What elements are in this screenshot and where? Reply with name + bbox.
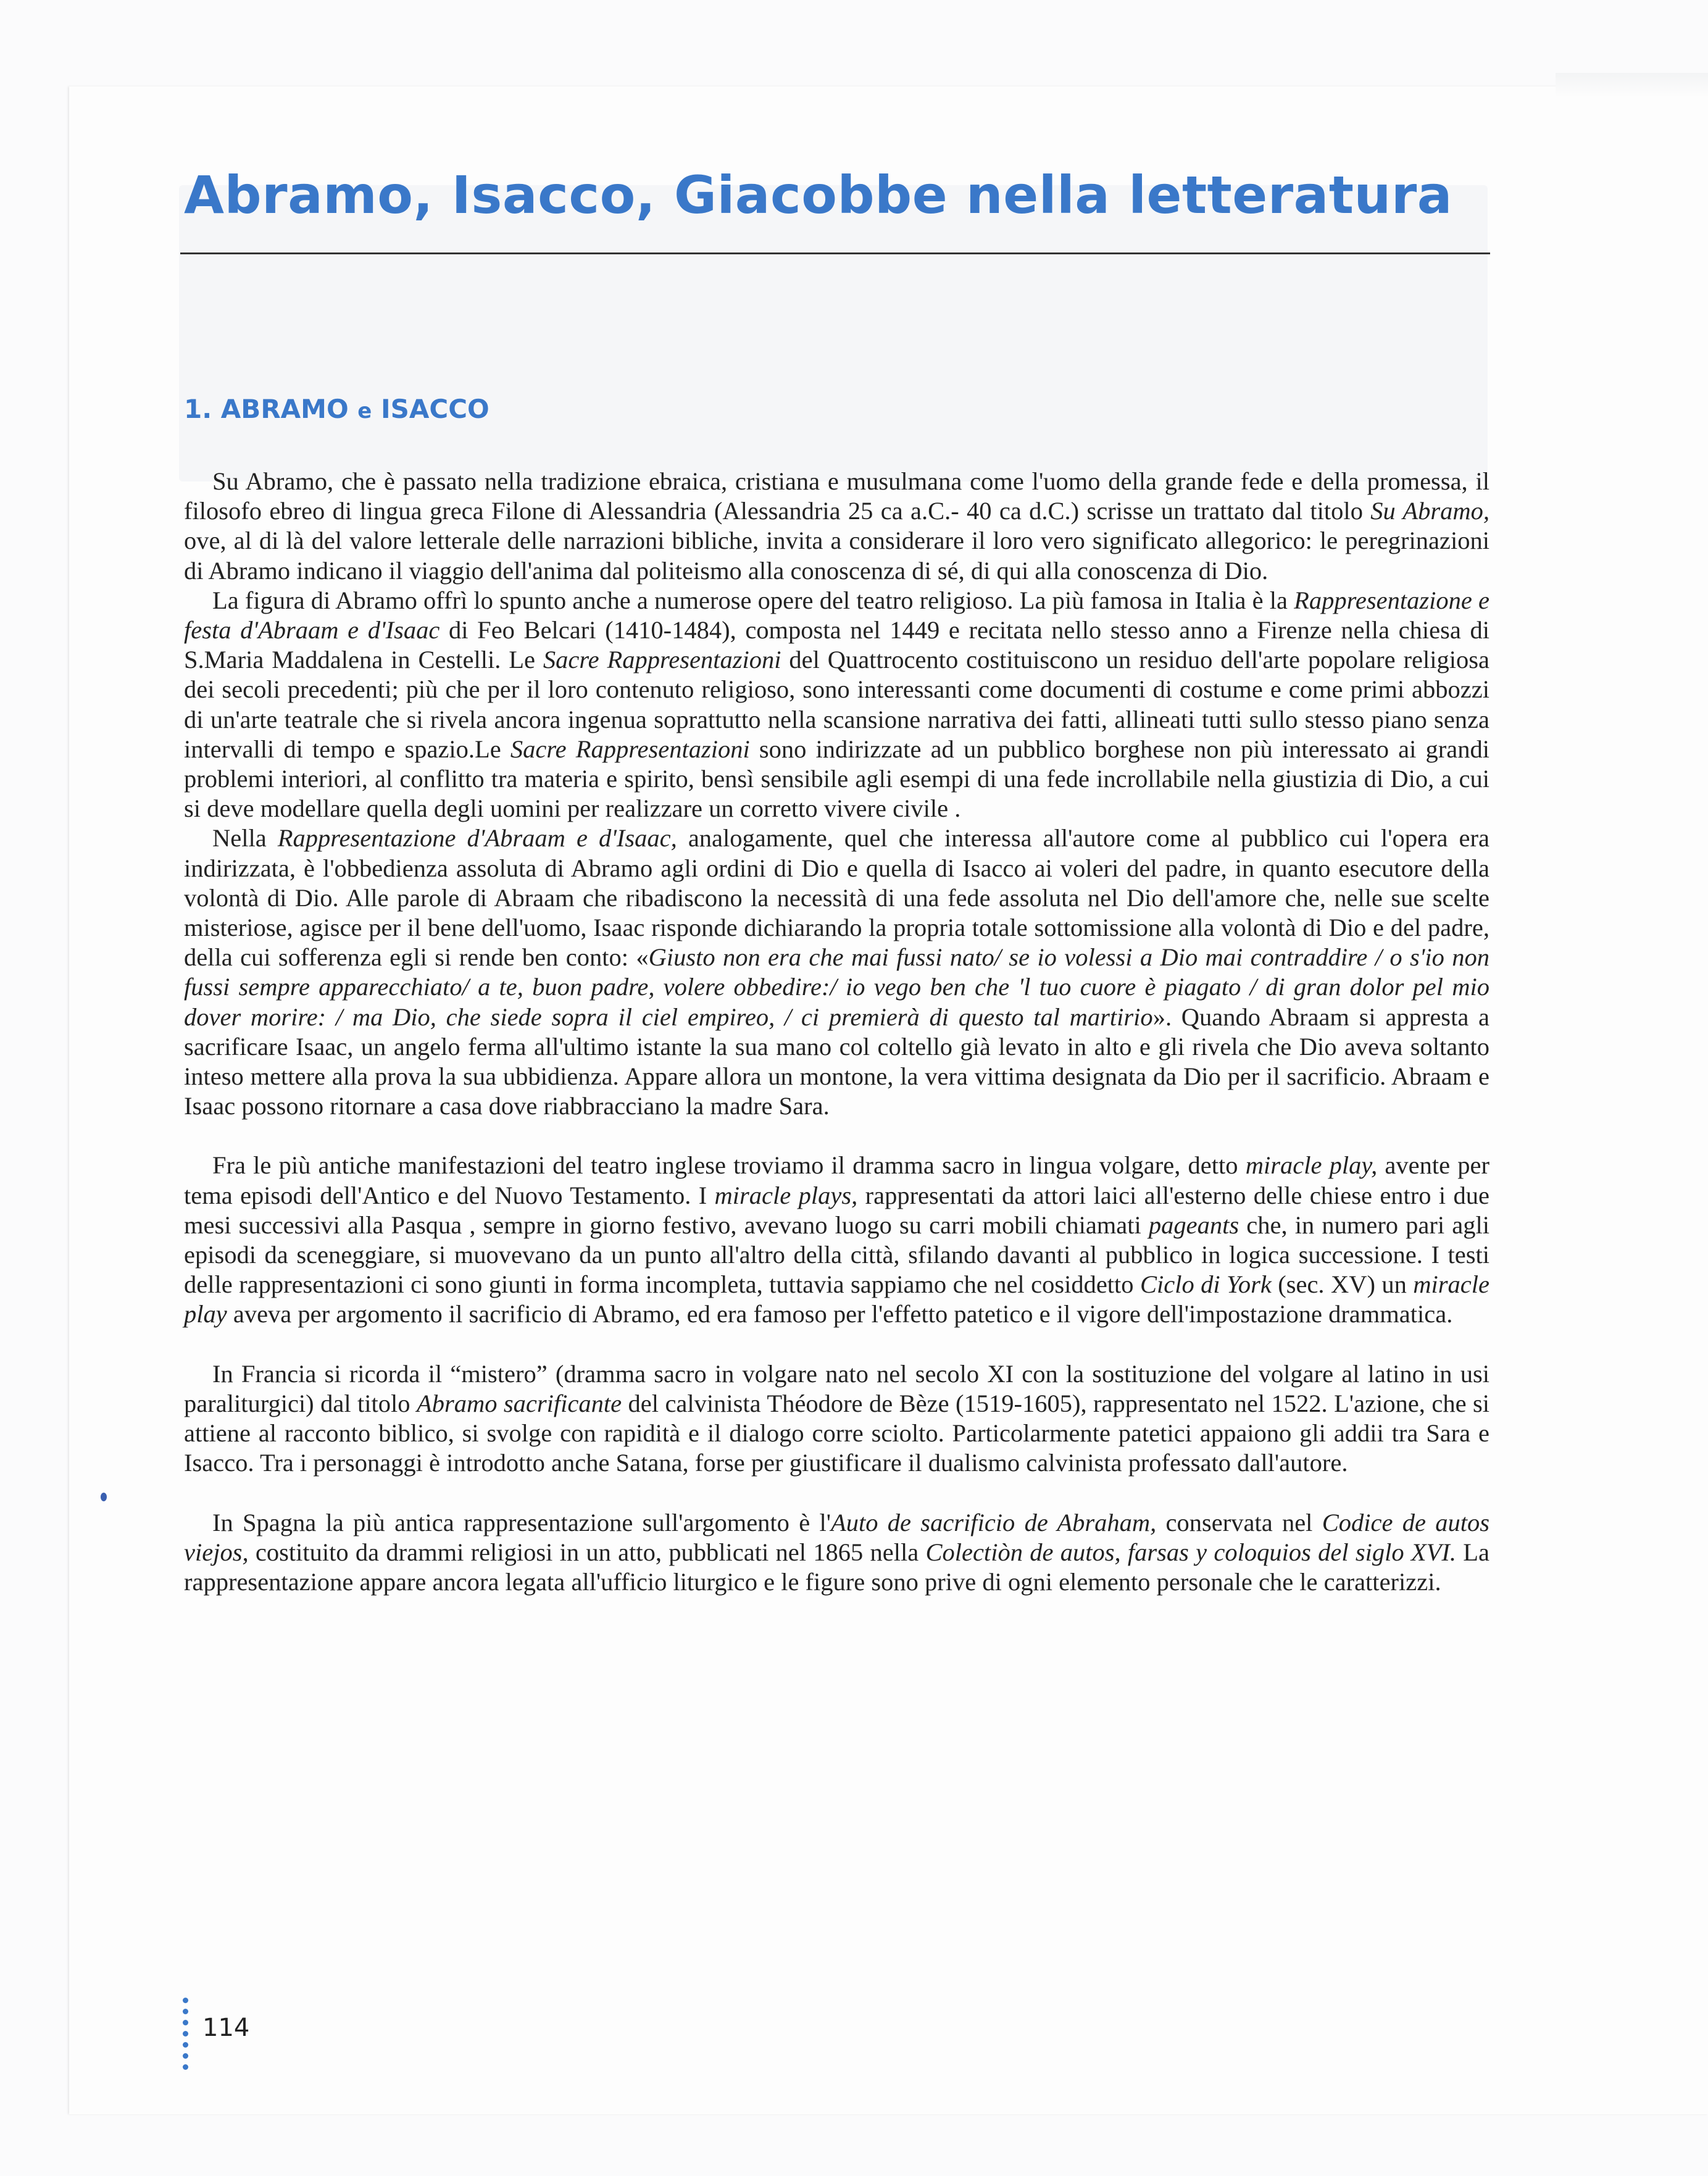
text-run: In Francia si ricorda il “mistero” (dramma sacro in volgare nato nel secolo XI con la sostituzione del volgare al latino in usi paraliturgici) dal titolo	[184, 1359, 1489, 1417]
dot	[183, 2064, 188, 2070]
dot	[183, 2020, 188, 2025]
text-run: del calvinista Théodore de Bèze (1519-1605), rappresentato nel 1522. L'azione, che si attiene al racconto biblico, si svolge con rapidità e il dialogo corre sciolto. Particolarmente patetici appaiono gli addii tra Sara e Isacco. Tra i personaggi è introdotto anche Satana, forse per giustificare il dualismo calvinista professato dall'autore.	[184, 1389, 1489, 1477]
dot	[183, 2053, 188, 2059]
italic-run: Auto de sacrificio de Abraham,	[831, 1508, 1157, 1536]
italic-run: Sacre Rappresentazioni	[510, 735, 750, 763]
text-run: Su Abramo, che è passato nella tradizione ebraica, cristiana e musulmana come l'uomo della grande fede e della promessa, il filosofo ebreo di lingua greca Filone di Alessandria (Alessandria 25 ca a.C.- 40 ca d.C.) scrisse un trattato dal titolo	[184, 467, 1489, 525]
paragraph-p4	[184, 1151, 1489, 1329]
text-run: rappresentati da attori laici all'esterno delle chiese entro i due mesi successivi alla Pasqua , sempre in giorno festivo, avevano luogo su carri mobili chiamati	[184, 1181, 1489, 1239]
bleed-through-shadow	[179, 185, 1488, 481]
italic-run: Abramo sacrificante	[416, 1389, 622, 1417]
text-run: Nella	[212, 824, 278, 852]
text-run: ». Quando Abraam si appresta a sacrificare Isaac, un angelo ferma all'ultimo istante la sua mano col coltello già levato in alto e gli rivela che Dio aveva soltanto inteso mettere alla prova la sua ubbidienza. Appare allora un montone, la vera vittima designata da Dio per il sacrificio. Abraam e Isaac possono ritornare a casa dove riabbracciano la madre Sara.	[184, 1003, 1489, 1120]
article-body	[184, 467, 1489, 1597]
dot	[183, 2031, 188, 2036]
dot	[183, 2042, 188, 2048]
italic-run: Colectiòn de autos, farsas y coloquios del siglo XVI.	[925, 1538, 1457, 1566]
italic-run: Codice de autos viejos,	[184, 1508, 1489, 1566]
italic-run: Rappresentazione d'Abraam e d'Isaac,	[277, 824, 677, 852]
text-run: ove, al di là del valore letterale delle narrazioni bibliche, invita a considerare il loro vero significato allegorico: le peregrinazioni di Abramo indicano il viaggio dell'anima dal politeismo alla conoscenza di sé, di qui alla conoscenza di Dio.	[184, 527, 1489, 585]
italic-run: Su Abramo,	[1370, 497, 1489, 525]
italic-run: Rappresentazione e festa d'Abraam e d'Isaac	[184, 586, 1489, 644]
italic-run: miracle play,	[1245, 1151, 1378, 1180]
text-run: sono indirizzate ad un pubblico borghese non più interessato ai grandi problemi interiori, al conflitto tra materia e spirito, bensì sensibile agli esempi di una fede incrollabile nella giustizia di Dio, a cui si deve modellare quella degli uomini per realizzare un corretto vivere civile .	[184, 735, 1489, 823]
dot	[183, 2009, 188, 2014]
text-run: conservata nel	[1156, 1508, 1322, 1536]
paragraph-p2	[184, 586, 1489, 824]
section-heading-conjunction: e	[357, 399, 372, 423]
italic-run: Ciclo di York	[1139, 1270, 1272, 1299]
text-run: del Quattrocento costituiscono un residuo dell'arte popolare religiosa dei secoli precedenti; più che per il loro contenuto religioso, sono interessanti come documenti di costume e come primi abbozzi di un'arte teatrale che si rivela ancora ingenua soprattutto nella scansione narrativa dei fatti, allineati tutti sullo stesso piano senza intervalli di tempo e spazio.Le	[184, 646, 1489, 763]
page-title: Abramo, Isacco, Giacobbe nella letteratura	[184, 165, 1452, 225]
text-run: avente per tema episodi dell'Antico e del Nuovo Testamento. I	[184, 1151, 1489, 1209]
paragraph-p3	[184, 823, 1489, 1121]
section-heading-main: 1. ABRAMO	[184, 394, 349, 424]
dot	[183, 1998, 188, 2003]
section-heading-tail: ISACCO	[380, 394, 489, 424]
italic-run: Giusto non era che mai fussi nato/ se io volessi a Dio mai contraddire / o s'io non fussi sempre apparecchiato/ a te, buon padre, volere obbedire:/ io vego ben che 'l tuo cuore è piagato / di gran dolor pel mio dover morire: / ma Dio, che siede sopra il ciel empireo, / ci premierà di questo tal martirio	[184, 943, 1489, 1031]
page-number-dots	[183, 1998, 190, 2075]
italic-run: miracle plays,	[714, 1181, 858, 1209]
title-rule	[180, 252, 1490, 254]
paragraph-p5	[184, 1359, 1489, 1478]
text-run: di Feo Belcari (1410-1484), composta nel 1449 e recitata nello stesso anno a Firenze nella chiesa di S.Maria Maddalena in Cestelli. Le	[184, 616, 1489, 674]
text-run: La figura di Abramo offrì lo spunto anche a numerose opere del teatro religioso. La più famosa in Italia è la	[212, 586, 1294, 614]
paragraph-p1	[184, 467, 1489, 586]
text-run: che, in numero pari agli episodi da sceneggiare, si muovevano da un punto all'altro della città, sfilando davanti al pubblico in logica successione. I testi delle rappresentazioni ci sono giunti in forma incompleta, tuttavia sappiamo che nel cosiddetto	[184, 1211, 1489, 1299]
text-run: Fra le più antiche manifestazioni del teatro inglese troviamo il dramma sacro in lingua volgare, detto	[212, 1151, 1246, 1180]
section-heading	[184, 394, 489, 424]
margin-ink-dot	[101, 1493, 107, 1501]
italic-run: miracle play	[184, 1270, 1489, 1328]
italic-run: pageants	[1148, 1211, 1239, 1239]
italic-run: Sacre Rappresentazioni	[543, 646, 781, 674]
page-fold-shadow	[1556, 73, 1708, 98]
text-run: costituito da drammi religiosi in un atto, pubblicati nel 1865 nella	[248, 1538, 926, 1566]
text-run: (sec. XV) un	[1271, 1270, 1414, 1299]
text-run: In Spagna la più antica rappresentazione sull'argomento è l'	[212, 1508, 831, 1536]
text-run: aveva per argomento il sacrificio di Abramo, ed era famoso per l'effetto patetico e il vigore dell'impostazione drammatica.	[227, 1300, 1453, 1328]
paragraph-p6	[184, 1508, 1489, 1598]
text-run: La rappresentazione appare ancora legata all'ufficio liturgico e le figure sono prive di ogni elemento personale che le caratterizzi.	[184, 1538, 1489, 1596]
page-number: 114	[202, 2014, 250, 2042]
text-run: analogamente, quel che interessa all'autore come al pubblico cui l'opera era indirizzata, è l'obbedienza assoluta di Abramo agli ordini di Dio e quella di Isacco ai voleri del padre, in quanto esecutore della volontà di Dio. Alle parole di Abraam che ribadiscono la necessità di una fede assoluta nel Dio dell'amore che, nelle sue scelte misteriose, agisce per il bene dell'uomo, Isaac risponde dichiarando la propria totale sottomissione alla volontà di Dio e del padre, della cui sofferenza egli si rende ben conto: «	[184, 824, 1489, 972]
